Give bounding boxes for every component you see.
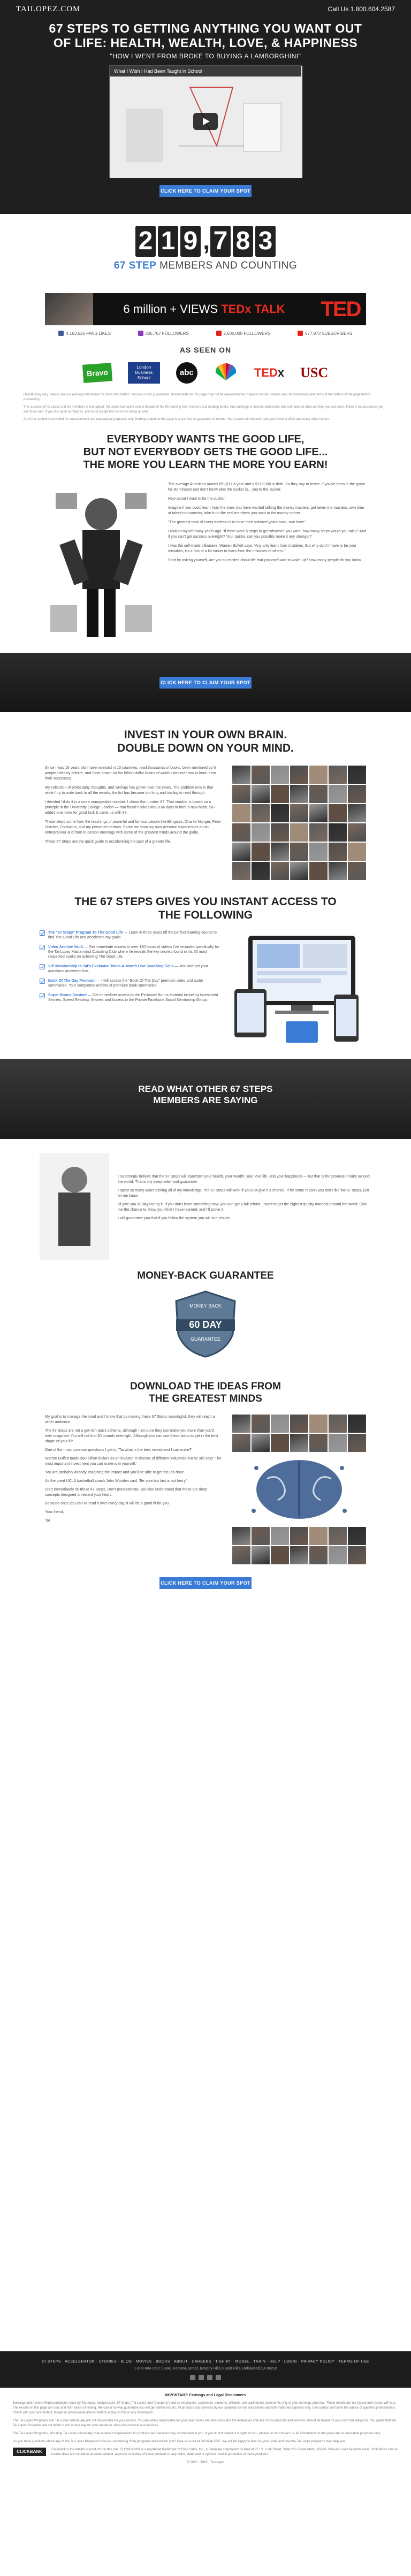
body-paragraph: One of the most common questions I get is, 'Tai what is the best investment I can make?' [45, 1448, 193, 1452]
body-paragraph: Imagine if you could learn from the ones you have wanted talking the money masters, get taken the masters, own time at talent monuments, take truth the real members you want in the money corner. [168, 506, 364, 515]
step-desc: Join and get your questions answered live. [48, 965, 208, 973]
mentor-portrait [348, 804, 366, 822]
disclaimer-paragraph: All of the content is provided for entertainment and educational purposes only. Nothing stated on this page is a promise or guarantee of results. Your results will depend upon your level of effort and many other factors. [24, 418, 330, 421]
good-life-section [0, 433, 411, 643]
badge-bottom-text: GUARANTEE [190, 1336, 221, 1342]
hero-headline: 67 STEPS TO GETTING ANYTHING YOU WANT OUT OF LIFE: HEALTH, WEALTH, LOVE, & HAPPINESS [49, 21, 362, 50]
mentor-portrait [290, 1546, 308, 1564]
check-icon [40, 930, 45, 936]
abc-logo: abc [176, 362, 197, 384]
mentor-portrait [252, 804, 270, 822]
badge-top-text: MONEY BACK [189, 1303, 222, 1309]
counter-digit: 7 [210, 226, 231, 257]
top-bar [0, 0, 411, 18]
body-paragraph: Since I was 16 years old I have invested in 10 countries, read thousands of books, been mentored by 5 people I deeply admire, and have drawn on the billion-dollar brains of world-class mentors to learn from their successes. [45, 766, 216, 781]
counter-digit: 8 [233, 226, 253, 257]
mentor-portrait [252, 1546, 270, 1564]
speaker-photo [45, 293, 93, 325]
mentor-portrait [309, 804, 328, 822]
body-paragraph: I will guarantee you that if you follow the system you will see results. [118, 1217, 231, 1220]
mentor-portrait [232, 1434, 250, 1452]
mentor-portrait [271, 1546, 289, 1564]
ted-word: TED [221, 302, 245, 316]
step-title: Super Bonus Content [48, 993, 87, 997]
mentor-portrait [309, 862, 328, 880]
counter-label-members: MEMBERS AND COUNTING [159, 260, 298, 271]
good-life-headline [0, 433, 411, 471]
badge-days-text: 60 DAY [189, 1319, 222, 1330]
mentor-portrait [329, 843, 347, 861]
youtube-icon[interactable] [216, 2375, 221, 2380]
invest-section [0, 728, 411, 880]
steps-body [40, 930, 371, 1048]
mentor-portrait [290, 766, 308, 784]
mentor-portrait [309, 766, 328, 784]
hero-section [0, 0, 411, 214]
good-life-headline-line: EVERYBODY WANTS THE GOOD LIFE, [106, 433, 305, 445]
tedx-logo-ted: TED [254, 366, 278, 379]
steps-list [40, 930, 223, 1048]
tedx-logo-x: x [277, 366, 285, 379]
mentor-portrait [271, 862, 289, 880]
mentor-portrait [252, 823, 270, 842]
social-stat-text: 877,973 SUBSCRIBERS [305, 331, 353, 336]
good-life-headline-line: BUT NOT EVERYBODY GETS THE GOOD LIFE... [83, 446, 328, 458]
counter-label [0, 260, 411, 272]
invest-body [45, 766, 366, 880]
social-stat-text: 4,163,526 FANS LIKES [66, 331, 111, 336]
copyright-text: © 2017 - 2019 · Tai Lopez [187, 2461, 224, 2464]
twitter-icon[interactable] [199, 2375, 204, 2380]
mentor-portrait [348, 843, 366, 861]
ted-views-count: 6 million + VIEWS [123, 302, 218, 316]
guarantee-badge [173, 1289, 238, 1359]
guarantee-photo-graphic [40, 1153, 109, 1260]
instagram-icon [138, 331, 143, 336]
disclaimer-paragraph: Results may vary. Please see our earnings disclaimer for more information. Success is not guaranteed. Testimonials on this page may not be representative of typical results. Please read all disclaimers and terms at the bottom of the page before proceeding. [24, 393, 371, 401]
check-icon [40, 964, 45, 969]
instagram-icon[interactable] [207, 2375, 212, 2380]
step-title: VIP Membership to Tai's Exclusive Twice-A-Month Live Coaching Calls [48, 965, 174, 968]
ideas-headline [0, 1380, 411, 1405]
list-item: VIP Membership to Tai's Exclusive Twice-A-Month Live Coaching Calls — Join and get your questions answered live. [40, 964, 223, 974]
video-title: What I Wish I Had Been Taught in School [110, 66, 301, 77]
mentor-portrait [290, 1527, 308, 1545]
body-paragraph: The average American makes $51,017 a year and a $120,000 in debt. So they say to better. If you've been in the game for 30 minutes and don't know who the sucker is... you're the sucker. [168, 483, 366, 492]
mentor-portrait [271, 823, 289, 842]
steps-headline-line: THE FOLLOWING [158, 909, 253, 921]
mentor-portrait [329, 1415, 347, 1433]
mentor-portrait [329, 1434, 347, 1452]
mentor-portrait [252, 1527, 270, 1545]
steps-section [0, 895, 411, 1048]
hero-quote: "HOW I WENT FROM BROKE TO BUYING A LAMBORGHINI" [110, 52, 301, 60]
social-stat-youtube[interactable] [216, 331, 271, 336]
mentor-faces-grid [232, 766, 366, 880]
claim-spot-button-bottom[interactable]: CLICK HERE TO CLAIM YOUR SPOT [159, 1577, 252, 1589]
mentor-portrait [309, 1434, 328, 1452]
mentor-portrait [252, 843, 270, 861]
mentor-portrait [290, 862, 308, 880]
mentor-portrait [232, 785, 250, 803]
guarantee-headline: MONEY-BACK GUARANTEE [137, 1270, 274, 1281]
mentor-portrait [348, 785, 366, 803]
clickbank-notice [13, 2448, 398, 2460]
step-desc: I will access the "Book Of The Day" premium video and audio summaries. Your completely archive of premium book summaries. [48, 979, 203, 988]
body-paragraph: The 67 Steps are not a get-rich-quick scheme, although I am sure they can make you more than you'd ever imagined. You will not find 30 pounds overnight. Although you can use these steps to get in the best shape of your life. [45, 1429, 218, 1443]
body-paragraph: Your friend, [45, 1510, 64, 1514]
social-stats [45, 331, 366, 336]
clickbank-logo: CLICKBANK [13, 2448, 46, 2456]
list-item: Super Bonus Content — Get immediate access to the Exclusive Bonus Material including Investment Secrets, Speed Reading, Secrets and Access to the Private Facebook Social Mentorship Group. [40, 993, 223, 1003]
mentor-portrait [232, 862, 250, 880]
body-paragraph: My goal is to manage the mind and I know that by making these 67 Steps meaningful, they will reach a wider audience. [45, 1415, 215, 1424]
mentor-portrait [309, 1415, 328, 1433]
shield-icon [173, 1289, 238, 1359]
testimonials-line: READ WHAT OTHER 67 STEPS [138, 1084, 273, 1094]
check-icon [40, 945, 45, 950]
counter-label-steps: 67 STEP [113, 260, 157, 271]
body-paragraph: I was the self-made billionaire. Warren Buffett says, 'Any only learn from mistakes. But why don't I have to be your mistakes, it's a fact of a lot easier to learn from the mistakes of others.' [168, 544, 357, 553]
body-paragraph: Start by asking yourself, are you so excited about life that you can't wait to wake up? How many people do you know... [168, 559, 364, 562]
check-icon [40, 993, 45, 998]
ideas-text [45, 1415, 222, 1564]
brain-illustration [232, 1415, 366, 1564]
good-life-text [168, 482, 366, 643]
social-stat-text: 306,767 FOLLOWERS [145, 331, 189, 336]
nbc-peacock-logo [214, 362, 238, 384]
body-paragraph: I'll give you 60 days to try it. If you don't learn something new, you can get a full refund. I want to get the highest quality material around the world. Give me the chance to show you what I have learned, and I'll prove it. [118, 1203, 368, 1212]
body-paragraph: "The greatest rank of every tradesin is to have their sobered years back, tout have" [168, 521, 306, 524]
member-counter [0, 214, 411, 289]
body-paragraph: I ranked myself many years ago: 'If there were 5 steps to get whatever you want, how many steps would you take?' And if you can't get success overnight? Your quitter, can you possibly make it any stronger? [168, 530, 366, 539]
social-stat-instagram[interactable] [138, 331, 189, 336]
guarantee-photo [40, 1153, 109, 1263]
ideas-headline-line: THE GREATEST MINDS [149, 1393, 262, 1404]
good-life-body [45, 482, 366, 643]
legal-disclaimer [0, 2388, 411, 2576]
body-paragraph: These 67 Steps are the quick guide to accelerating the path of a greater life. [45, 840, 171, 844]
mentor-portrait [290, 1434, 308, 1452]
testimonials-band[interactable] [0, 1059, 411, 1139]
body-paragraph: I spent so many years picking all of my knowledge. The 67 Steps will work if you just give it a chance. If for some reason you don't like the 67 steps, just let me know. [118, 1189, 369, 1198]
mentor-portrait [329, 862, 347, 880]
body-paragraph: You are probably already imagining the impact and you'll be able to get the job done. [45, 1471, 185, 1474]
mentor-portrait [309, 785, 328, 803]
mentor-faces-bottom [232, 1527, 366, 1564]
site-logo[interactable]: TAILOPEZ.COM [16, 4, 81, 13]
mentor-portrait [329, 766, 347, 784]
mentor-portrait [232, 823, 250, 842]
disclaimer-paragraph: The Tai Lopez Programs, including Tai Lopez personally, may receive compensation for products and services they recommend to you. If you do not believe it is right for you, please do not contact us. All information on this page are for education purposes only. [13, 2432, 381, 2435]
list-item: Book Of The Day Premium — I will access the "Book Of The Day" premium video and audio summaries. Your completely archive of premium book summaries. [40, 979, 223, 988]
facebook-icon [58, 331, 64, 336]
mentor-portrait [271, 1434, 289, 1452]
ted-talk-banner[interactable] [45, 293, 366, 325]
mentor-portrait [348, 766, 366, 784]
mentor-portrait [290, 785, 308, 803]
ideas-headline-line: DOWNLOAD THE IDEAS FROM [130, 1381, 281, 1392]
body-paragraph: These steps come from the teachings of powerful and famous people like Bill gates, Charlie Munger, Peter Drucker, Confucius, and my personal mentors. Some are from my own personal experiences as an entrepreneur and from in-person meetings with some of the greatest minds around the globe. [45, 820, 222, 835]
call-us-link[interactable]: Call Us 1.800.604.2587 [328, 5, 395, 13]
mentor-portrait [252, 862, 270, 880]
mentor-faces-top [232, 1415, 366, 1452]
invest-headline-line: DOUBLE DOWN ON YOUR MIND. [117, 742, 294, 754]
counter-digits [135, 226, 276, 257]
usc-logo: USC [300, 365, 329, 380]
list-item: Video Archive Vault — Get immediate access to over 150 hours of videos I've recorded specifically for the Tai Lopez Mastermind Coaching Club where he reveals the key secrets found in his 30 most respected books on achieving The Good Life. [40, 945, 223, 959]
claim-spot-button-hero[interactable]: CLICK HERE TO CLAIM YOUR SPOT [159, 185, 252, 197]
tai-portrait-illustration [45, 482, 157, 643]
mentor-portrait [271, 766, 289, 784]
social-stat-subscribers[interactable] [298, 331, 353, 336]
step-desc: Get immediate access to the Exclusive Bonus Material including Investment Secrets, Speed Reading, Secrets and Access to the Private Facebook Social Mentorship Group. [48, 993, 218, 1002]
mentor-portrait [309, 823, 328, 842]
footer-nav[interactable]: 67 STEPS · ACCELERATOR · STORIES · BLOG · MOVIES · BOOKS · ABOUT · CAREERS · T-SHIRT · MODEL · TRAIN · HELP · LOGIN · PRIVACY POLICY · TERMS OF USE [42, 2360, 369, 2364]
check-icon [40, 979, 45, 984]
disclaimer-paragraph: The Tai Lopez Programs and Tai Lopez individually are not responsible for your actions. You are solely responsible for your own moves and decisions and the evaluation and use of our products and services should be based on your own due diligence. You agree that the Tai Lopez Programs are not liable to you in any way for your results in using our products and services. [13, 2419, 396, 2427]
ted-views [93, 302, 315, 316]
disclaimer-paragraph: Do you have questions about any of the Tai Lopez Programs? Are you wondering if the programs will work for you? Give us a call at 800-604-2587. We will be happy to discuss your goals and how the Tai Lopez programs may help you. [13, 2440, 346, 2443]
mentor-portrait [232, 804, 250, 822]
mentor-portrait [290, 823, 308, 842]
greatest-minds-section [0, 1380, 411, 1589]
bravo-logo: Bravo [82, 363, 112, 383]
mentor-portrait [252, 1415, 270, 1433]
mentor-portrait [232, 1415, 250, 1433]
invest-headline-line: INVEST IN YOUR OWN BRAIN. [124, 729, 287, 741]
body-paragraph: Because once you can re-read it over every day, it will be a good fit for you. [45, 1502, 170, 1505]
mentor-portrait [271, 843, 289, 861]
ted-logo: TED [321, 297, 361, 321]
cta-band-library [0, 653, 411, 712]
mentor-portrait [232, 766, 250, 784]
step-desc: Get immediate access to over 150 hours of videos I've recorded specifically for the Tai Lopez Mastermind Coaching Club where he reveals the key secrets found in his 30 most respected books on achieving The Good Life. [48, 945, 219, 959]
mentor-portrait [329, 823, 347, 842]
invest-text [45, 766, 222, 880]
hero-video[interactable] [109, 65, 302, 178]
guarantee-section [0, 1153, 411, 1359]
signature-text: Tai [45, 1519, 50, 1523]
mentor-portrait [290, 1415, 308, 1433]
footer-address: 1-800-604-2587 | 9841 Fontana Street, Beverly Hills 9 Sold Hills, Hollywood CA 90210 [134, 2367, 277, 2371]
invest-headline [0, 728, 411, 755]
body-paragraph: How about I want to be the sucker. [168, 497, 226, 501]
results-disclaimer [24, 393, 387, 422]
mentor-portrait [329, 804, 347, 822]
mentor-portrait [348, 1527, 366, 1545]
mentor-portrait [271, 1527, 289, 1545]
disclaimer-paragraph: Earnings and Income Representations made by Tai Lopez, tailopez.com, 67 Steps ('Tai Lopez' and 'Company') and its employees, customers, students, affiliates, are aspirational statements only of your earnings potential. These results are not typical and results will vary. The results on this page are ours and from years of testing. We can in no way guarantee you will get similar results. All products and services by our company are for educational and informational purposes only. Use caution and seek the advice of qualified professionals. Check with your accountant, lawyer or professional advisor before acting on this or any information. [13, 2402, 396, 2414]
devices-mockup [232, 930, 371, 1048]
disclaimer-title: IMPORTANT: Earnings and Legal Disclaimers [165, 2394, 246, 2397]
mentor-portrait [252, 766, 270, 784]
mentor-portrait [232, 1527, 250, 1545]
body-paragraph: I decided I'd do it in a more manageable number. I chose the number 67. That number is based on a principle in the University College London — that found it takes about 66 days to form a new habit. So I added one more for good luck & came up with 67. [45, 800, 216, 815]
mentor-portrait [309, 843, 328, 861]
body-paragraph: My collection of philosophy, thoughts, and savings has grown over the years. The problem now is that while I try to write back to all the emails, the list has become too long and too big to read through. [45, 786, 214, 795]
play-icon[interactable] [193, 113, 218, 130]
body-paragraph: Warren Buffett made $60 billion dollars as an investor in dozens of different industries but he still says 'The most important investment you can make is in yourself.' [45, 1457, 222, 1466]
counter-digit: 1 [158, 226, 178, 257]
mentor-portrait [290, 843, 308, 861]
mentor-portrait [309, 1546, 328, 1564]
social-stat-text: 2,600,000 FOLLOWERS [223, 331, 271, 336]
as-seen-on-title: AS SEEN ON [179, 346, 232, 354]
mentor-portrait [252, 1434, 270, 1452]
mentor-portrait [232, 1546, 250, 1564]
steps-headline [0, 895, 411, 922]
mentor-portrait [271, 785, 289, 803]
testimonials-line: MEMBERS ARE SAYING [153, 1095, 258, 1105]
good-life-headline-line: THE MORE YOU LEARN THE MORE YOU EARN! [83, 459, 328, 471]
body-paragraph: I so strongly believe that the 67 Steps will transform your health, your wealth, your love life, and your happiness — but that is the promise I make around the world. That is my deep belief and guarantee. [118, 1175, 370, 1184]
brain-icon [246, 1452, 353, 1527]
london-business-school-logo: London Business School [128, 362, 160, 384]
mentor-portrait [348, 862, 366, 880]
mentor-portrait [348, 1415, 366, 1433]
counter-separator: , [203, 227, 210, 255]
step-title: Video Archive Vault [48, 945, 83, 949]
mentor-portrait [348, 823, 366, 842]
devices-graphic [232, 930, 371, 1048]
youtube-subscribers-icon [298, 331, 303, 336]
nbc-peacock-icon [214, 362, 238, 384]
press-logos [0, 361, 411, 385]
steps-headline-line: THE 67 STEPS GIVES YOU INSTANT ACCESS TO [74, 896, 337, 908]
counter-digit: 2 [135, 226, 156, 257]
claim-spot-button-mid[interactable]: CLICK HERE TO CLAIM YOUR SPOT [159, 677, 252, 689]
body-paragraph: Start immediately on these 67 Steps. Don't procrastinate. But also understand that these are deep concepts designed to reward your heart. [45, 1488, 208, 1497]
step-title: The "67 Steps" Program To The Good Life [48, 931, 123, 935]
guarantee-text [118, 1153, 371, 1263]
mentor-portrait [329, 785, 347, 803]
guarantee-top [40, 1153, 371, 1263]
mentor-portrait [271, 1415, 289, 1433]
clickbank-text: ClickBank is the retailer of products on this site. CLICKBANK® is a registered trademark of Click Sales, Inc., a Delaware corporation located at 917 S. Lusk Street, Suite 200, Boise Idaho, 83706, USA and used by permission. ClickBank's role as retailer does not constitute an endorsement, approval or review of these products or any claim, statement or opinion used in promotion of these products. [51, 2448, 398, 2456]
brain-graphic [232, 1452, 366, 1527]
mentor-portrait [252, 785, 270, 803]
portrait-graphic [45, 482, 157, 643]
facebook-icon[interactable] [190, 2375, 195, 2380]
mentor-portrait [329, 1546, 347, 1564]
counter-digit: 9 [180, 226, 201, 257]
ideas-body [45, 1415, 366, 1564]
disclaimer-paragraph: The success of Tai Lopez and his members is not typical. Tai Lopez has spent over a decade of his life learning from mentors and reading books. Any earnings or income statements are estimates of what we think you can earn. There is no assurance you will do as well. If you rely upon our figures, you must accept the risk of not doing as well. [24, 406, 384, 414]
footer [0, 2351, 411, 2576]
mentor-portrait [348, 1546, 366, 1564]
mentor-portrait [309, 1527, 328, 1545]
step-title: Book Of The Day Premium [48, 979, 96, 983]
footer-social-icons [0, 2375, 411, 2380]
mentor-portrait [348, 1434, 366, 1452]
mentor-portrait [232, 843, 250, 861]
mentor-portrait [329, 1527, 347, 1545]
ted-x-talk: x TALK [245, 302, 285, 316]
youtube-icon [216, 331, 222, 336]
tedx-logo [254, 366, 284, 380]
counter-digit: 3 [255, 226, 276, 257]
mentor-portrait [271, 804, 289, 822]
body-paragraph: As the great UCLA basketball coach John Wooden said, 'Be sure but fast is not hurry.' [45, 1479, 187, 1483]
social-stat-facebook[interactable] [58, 331, 111, 336]
list-item: The "67 Steps" Program To The Good Life — Learn in three years off the perfect learning course to find The Good Life and accelerate my goals. [40, 930, 223, 940]
mentor-portrait [290, 804, 308, 822]
step-desc: Learn in three years off the perfect learning course to find The Good Life and accelerate my goals. [48, 931, 217, 939]
